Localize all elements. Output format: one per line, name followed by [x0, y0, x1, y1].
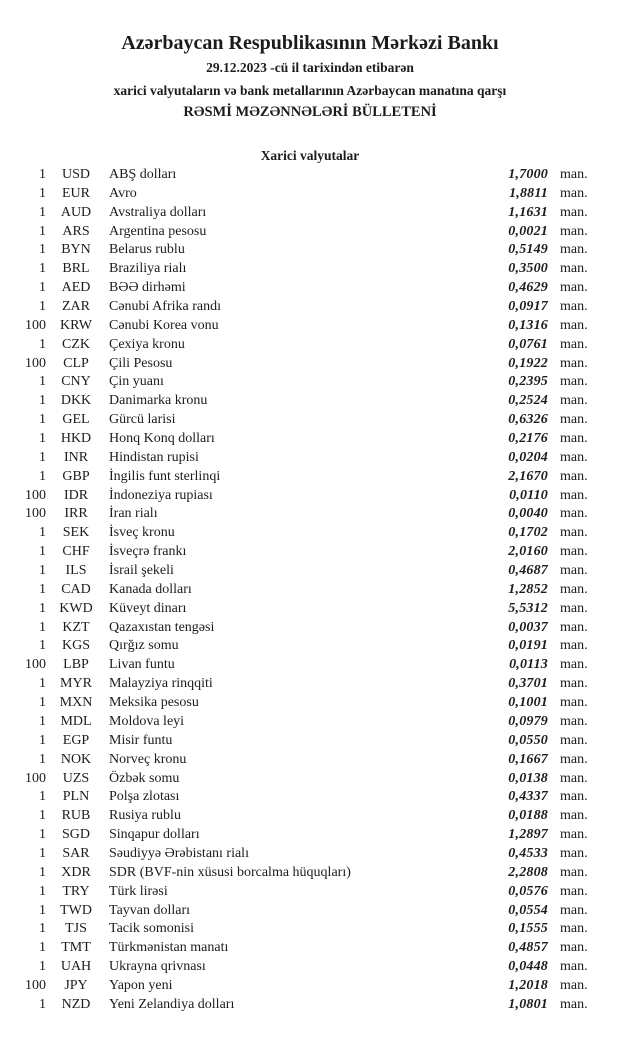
unit-cell: man. — [560, 468, 588, 484]
name-cell: Çexiya kronu — [109, 336, 185, 352]
code-cell: MXN — [59, 695, 93, 711]
rate-cell: 0,0550 — [508, 732, 548, 748]
rate-row — [0, 185, 620, 204]
rate-row — [0, 920, 620, 939]
qty-cell: 1 — [39, 713, 46, 729]
name-cell: Braziliya rialı — [109, 261, 187, 277]
rate-cell: 0,2395 — [508, 374, 548, 390]
rate-cell: 0,0138 — [508, 770, 548, 786]
bulletin-subtitle: xarici valyutaların və bank metallarının Azərbaycan manatına qarşı — [113, 83, 507, 98]
rate-row — [0, 619, 620, 638]
rate-row — [0, 166, 620, 185]
rate-cell: 0,1316 — [508, 317, 548, 333]
qty-cell: 1 — [39, 996, 46, 1012]
unit-cell: man. — [560, 996, 588, 1012]
rate-row — [0, 845, 620, 864]
rate-cell: 0,4687 — [508, 563, 548, 579]
unit-cell: man. — [560, 808, 588, 824]
rate-cell: 0,2524 — [508, 393, 548, 409]
qty-cell: 1 — [39, 525, 46, 541]
code-cell: KZT — [62, 619, 90, 635]
unit-cell: man. — [560, 204, 588, 220]
code-cell: CZK — [62, 336, 90, 352]
name-cell: Danimarka kronu — [109, 393, 208, 409]
name-cell: Belarus rublu — [109, 242, 185, 258]
rate-row — [0, 204, 620, 223]
name-cell: Yapon yeni — [109, 977, 173, 993]
rate-cell: 0,0554 — [508, 902, 548, 918]
rate-row — [0, 902, 620, 921]
name-cell: Türk lirəsi — [109, 883, 168, 899]
rate-cell: 0,5149 — [508, 242, 548, 258]
rate-row — [0, 788, 620, 807]
qty-cell: 1 — [39, 242, 46, 258]
code-cell: RUB — [61, 808, 91, 824]
rate-row — [0, 770, 620, 789]
code-cell: TRY — [62, 883, 90, 899]
unit-cell: man. — [560, 487, 588, 503]
unit-cell: man. — [560, 940, 588, 956]
code-cell: KRW — [60, 317, 92, 333]
code-cell: ARS — [62, 223, 90, 239]
rate-row — [0, 732, 620, 751]
name-cell: Hindistan rupisi — [109, 449, 199, 465]
unit-cell: man. — [560, 242, 588, 258]
rate-row — [0, 675, 620, 694]
qty-cell: 1 — [39, 959, 46, 975]
code-cell: EUR — [62, 185, 90, 201]
code-cell: XDR — [61, 864, 91, 880]
rate-row — [0, 864, 620, 883]
name-cell: Qazaxıstan tengəsi — [109, 619, 215, 635]
qty-cell: 1 — [39, 261, 46, 277]
unit-cell: man. — [560, 638, 588, 654]
name-cell: Avro — [109, 185, 137, 201]
unit-cell: man. — [560, 789, 588, 805]
code-cell: EGP — [62, 732, 90, 748]
rate-cell: 1,2897 — [508, 827, 548, 843]
rate-cell: 0,0204 — [508, 449, 548, 465]
rate-row — [0, 260, 620, 279]
rate-row — [0, 694, 620, 713]
unit-cell: man. — [560, 393, 588, 409]
unit-cell: man. — [560, 374, 588, 390]
qty-cell: 100 — [25, 657, 46, 673]
name-cell: Türkmənistan manatı — [109, 940, 229, 956]
rate-row — [0, 826, 620, 845]
rate-cell: 5,5312 — [508, 600, 548, 616]
unit-cell: man. — [560, 449, 588, 465]
code-cell: IDR — [63, 487, 89, 503]
rate-row — [0, 336, 620, 355]
rate-row — [0, 958, 620, 977]
qty-cell: 1 — [39, 732, 46, 748]
qty-cell: 1 — [39, 167, 46, 182]
rate-row — [0, 505, 620, 524]
rate-cell: 0,4857 — [508, 940, 548, 956]
rate-cell: 0,0113 — [509, 657, 548, 673]
unit-cell: man. — [560, 770, 588, 786]
name-cell: Polşa zlotası — [109, 789, 180, 805]
qty-cell: 1 — [39, 412, 46, 428]
code-cell: NZD — [61, 996, 91, 1012]
name-cell: SDR (BVF-nin xüsusi borcalma hüquqları) — [109, 864, 351, 880]
name-cell: Özbək somu — [109, 770, 180, 786]
rate-cell: 0,2176 — [508, 431, 548, 447]
rate-cell: 0,4533 — [508, 845, 548, 861]
code-cell: TJS — [65, 921, 87, 937]
name-cell: Meksika pesosu — [109, 695, 199, 711]
code-cell: CAD — [61, 581, 91, 597]
name-cell: İran rialı — [109, 506, 158, 522]
code-cell: MDL — [60, 713, 92, 729]
unit-cell: man. — [560, 676, 588, 692]
rate-cell: 0,1667 — [508, 751, 548, 767]
unit-cell: man. — [560, 657, 588, 673]
rate-cell: 0,1702 — [508, 525, 548, 541]
rate-cell: 0,0040 — [508, 506, 548, 522]
unit-cell: man. — [560, 223, 588, 239]
section-title-foreign-currencies: Xarici valyutalar — [260, 148, 360, 163]
name-cell: Moldova leyi — [109, 713, 185, 729]
qty-cell: 100 — [25, 487, 46, 503]
unit-cell: man. — [560, 317, 588, 333]
code-cell: CNY — [61, 374, 91, 390]
rate-cell: 0,0110 — [509, 487, 548, 503]
rate-row — [0, 355, 620, 374]
unit-cell: man. — [560, 544, 588, 560]
rate-row — [0, 298, 620, 317]
qty-cell: 1 — [39, 695, 46, 711]
qty-cell: 1 — [39, 864, 46, 880]
rate-cell: 0,0021 — [508, 223, 548, 239]
code-cell: UZS — [62, 770, 90, 786]
code-cell: PLN — [62, 789, 90, 805]
qty-cell: 1 — [39, 902, 46, 918]
unit-cell: man. — [560, 506, 588, 522]
code-cell: TWD — [60, 902, 92, 918]
name-cell: Sinqapur dolları — [109, 827, 200, 843]
qty-cell: 1 — [39, 280, 46, 296]
qty-cell: 1 — [39, 336, 46, 352]
rate-row — [0, 468, 620, 487]
code-cell: INR — [63, 449, 89, 465]
unit-cell: man. — [560, 412, 588, 428]
qty-cell: 1 — [39, 431, 46, 447]
effective-date-line: 29.12.2023 -cü il tarixindən etibarən — [206, 60, 414, 75]
rate-row — [0, 524, 620, 543]
rate-row — [0, 713, 620, 732]
name-cell: Argentina pesosu — [109, 223, 207, 239]
code-cell: AED — [61, 280, 91, 296]
rate-cell: 2,2808 — [508, 864, 548, 880]
name-cell: Çin yuanı — [109, 374, 164, 390]
name-cell: Çili Pesosu — [109, 355, 173, 371]
rate-row — [0, 939, 620, 958]
qty-cell: 1 — [39, 563, 46, 579]
code-cell: SEK — [62, 525, 90, 541]
unit-cell: man. — [560, 827, 588, 843]
name-cell: Misir funtu — [109, 732, 173, 748]
name-cell: İsveçrə frankı — [109, 544, 187, 560]
unit-cell: man. — [560, 336, 588, 352]
name-cell: Səudiyyə Ərəbistanı rialı — [109, 845, 249, 861]
qty-cell: 1 — [39, 827, 46, 843]
name-cell: Cənubi Afrika randı — [109, 299, 221, 315]
rate-row — [0, 883, 620, 902]
rate-row — [0, 977, 620, 996]
qty-cell: 1 — [39, 619, 46, 635]
name-cell: Yeni Zelandiya dolları — [109, 996, 235, 1012]
rate-cell: 0,0448 — [508, 959, 548, 975]
code-cell: IRR — [64, 506, 88, 522]
rate-row — [0, 581, 620, 600]
name-cell: İsveç kronu — [109, 525, 175, 541]
rate-row — [0, 751, 620, 770]
unit-cell: man. — [560, 864, 588, 880]
unit-cell: man. — [560, 695, 588, 711]
unit-cell: man. — [560, 431, 588, 447]
code-cell: DKK — [60, 393, 92, 409]
rate-row — [0, 637, 620, 656]
rate-row — [0, 392, 620, 411]
unit-cell: man. — [560, 751, 588, 767]
code-cell: AUD — [60, 204, 92, 220]
rate-cell: 0,0917 — [508, 299, 548, 315]
rate-cell: 0,0191 — [508, 638, 548, 654]
qty-cell: 1 — [39, 449, 46, 465]
name-cell: Tayvan dolları — [109, 902, 191, 918]
rate-cell: 0,6326 — [508, 412, 548, 428]
code-cell: LBP — [63, 657, 89, 673]
rate-row — [0, 430, 620, 449]
rate-cell: 2,1670 — [508, 468, 548, 484]
code-cell: ZAR — [62, 299, 90, 315]
code-cell: KWD — [59, 600, 93, 616]
name-cell: Küveyt dinarı — [109, 600, 187, 616]
bank-title: Azərbaycan Respublikasının Mərkəzi Bankı — [121, 32, 499, 54]
rate-row — [0, 411, 620, 430]
name-cell: Livan funtu — [109, 657, 175, 673]
rate-row — [0, 487, 620, 506]
code-cell: BRL — [62, 261, 90, 277]
unit-cell: man. — [560, 713, 588, 729]
name-cell: Gürcü larisi — [109, 412, 176, 428]
code-cell: SAR — [62, 845, 90, 861]
qty-cell: 100 — [25, 355, 46, 371]
unit-cell: man. — [560, 581, 588, 597]
rate-cell: 0,0761 — [508, 336, 548, 352]
qty-cell: 100 — [25, 317, 46, 333]
rate-cell: 0,0979 — [508, 713, 548, 729]
code-cell: CHF — [62, 544, 90, 560]
rate-row — [0, 279, 620, 298]
code-cell: SGD — [61, 827, 90, 843]
qty-cell: 1 — [39, 299, 46, 315]
rate-row — [0, 241, 620, 260]
unit-cell: man. — [560, 600, 588, 616]
rate-row — [0, 996, 620, 1015]
unit-cell: man. — [560, 355, 588, 371]
rates-table — [0, 166, 620, 1015]
name-cell: İngilis funt sterlinqi — [109, 468, 221, 484]
qty-cell: 1 — [39, 789, 46, 805]
qty-cell: 100 — [25, 506, 46, 522]
code-cell: CLP — [63, 355, 89, 371]
code-cell: GBP — [62, 468, 90, 484]
name-cell: BƏƏ dirhəmi — [109, 280, 186, 296]
code-cell: BYN — [61, 242, 91, 258]
name-cell: Kanada dolları — [109, 581, 192, 597]
qty-cell: 1 — [39, 940, 46, 956]
unit-cell: man. — [560, 280, 588, 296]
qty-cell: 1 — [39, 676, 46, 692]
rate-cell: 0,3500 — [508, 261, 548, 277]
rate-cell: 0,4337 — [508, 789, 548, 805]
code-cell: HKD — [60, 431, 92, 447]
unit-cell: man. — [560, 619, 588, 635]
qty-cell: 1 — [39, 600, 46, 616]
qty-cell: 1 — [39, 374, 46, 390]
qty-cell: 1 — [39, 921, 46, 937]
rate-row — [0, 373, 620, 392]
qty-cell: 1 — [39, 185, 46, 201]
unit-cell: man. — [560, 732, 588, 748]
rate-cell: 0,1922 — [508, 355, 548, 371]
qty-cell: 1 — [39, 223, 46, 239]
rate-cell: 1,0801 — [508, 996, 548, 1012]
unit-cell: man. — [560, 299, 588, 315]
rate-cell: 1,1631 — [508, 204, 548, 220]
unit-cell: man. — [560, 525, 588, 541]
rate-cell: 1,8811 — [509, 185, 548, 201]
unit-cell: man. — [560, 977, 588, 993]
code-cell: GEL — [62, 412, 90, 428]
rate-cell: 1,2018 — [508, 977, 548, 993]
rate-cell: 0,4629 — [508, 280, 548, 296]
name-cell: Avstraliya dolları — [109, 204, 207, 220]
qty-cell: 1 — [39, 751, 46, 767]
qty-cell: 1 — [39, 204, 46, 220]
code-cell: ILS — [65, 563, 87, 579]
qty-cell: 1 — [39, 468, 46, 484]
rate-cell: 2,0160 — [508, 544, 548, 560]
code-cell: JPY — [64, 977, 88, 993]
name-cell: Malayziya rinqqiti — [109, 676, 213, 692]
rate-row — [0, 656, 620, 675]
name-cell: Ukrayna qrivnası — [109, 959, 206, 975]
qty-cell: 1 — [39, 393, 46, 409]
name-cell: İsrail şekeli — [109, 563, 174, 579]
code-cell: NOK — [60, 751, 92, 767]
rate-row — [0, 600, 620, 619]
rate-row — [0, 223, 620, 242]
unit-cell: man. — [560, 902, 588, 918]
qty-cell: 1 — [39, 883, 46, 899]
name-cell: Rusiya rublu — [109, 808, 181, 824]
qty-cell: 1 — [39, 544, 46, 560]
rate-row — [0, 562, 620, 581]
qty-cell: 100 — [25, 770, 46, 786]
name-cell: İndoneziya rupiası — [109, 487, 213, 503]
qty-cell: 1 — [39, 845, 46, 861]
code-cell: TMT — [61, 940, 91, 956]
rate-cell: 0,1555 — [508, 921, 548, 937]
code-cell: MYR — [60, 676, 92, 692]
unit-cell: man. — [560, 563, 588, 579]
unit-cell: man. — [560, 921, 588, 937]
rate-cell: 1,2852 — [508, 581, 548, 597]
rate-row — [0, 317, 620, 336]
name-cell: Honq Konq dolları — [109, 431, 215, 447]
qty-cell: 1 — [39, 808, 46, 824]
bulletin-title: RƏSMİ MƏZƏNNƏLƏRİ BÜLLETENİ — [183, 104, 437, 120]
code-cell: KGS — [61, 638, 90, 654]
unit-cell: man. — [560, 167, 588, 182]
rate-cell: 1,7000 — [508, 167, 548, 182]
unit-cell: man. — [560, 883, 588, 899]
rate-cell: 0,0188 — [508, 808, 548, 824]
name-cell: ABŞ dolları — [109, 167, 177, 182]
code-cell: USD — [61, 167, 90, 182]
rate-cell: 0,1001 — [508, 695, 548, 711]
qty-cell: 100 — [25, 977, 46, 993]
unit-cell: man. — [560, 261, 588, 277]
unit-cell: man. — [560, 959, 588, 975]
rate-row — [0, 543, 620, 562]
qty-cell: 1 — [39, 581, 46, 597]
unit-cell: man. — [560, 185, 588, 201]
name-cell: Qırğız somu — [109, 638, 179, 654]
rate-cell: 0,3701 — [508, 676, 548, 692]
code-cell: UAH — [60, 959, 92, 975]
name-cell: Cənubi Korea vonu — [109, 317, 219, 333]
rate-row — [0, 449, 620, 468]
rate-cell: 0,0576 — [508, 883, 548, 899]
qty-cell: 1 — [39, 638, 46, 654]
unit-cell: man. — [560, 845, 588, 861]
name-cell: Norveç kronu — [109, 751, 187, 767]
rate-row — [0, 807, 620, 826]
rate-cell: 0,0037 — [508, 619, 548, 635]
name-cell: Tacik somonisi — [109, 921, 194, 937]
